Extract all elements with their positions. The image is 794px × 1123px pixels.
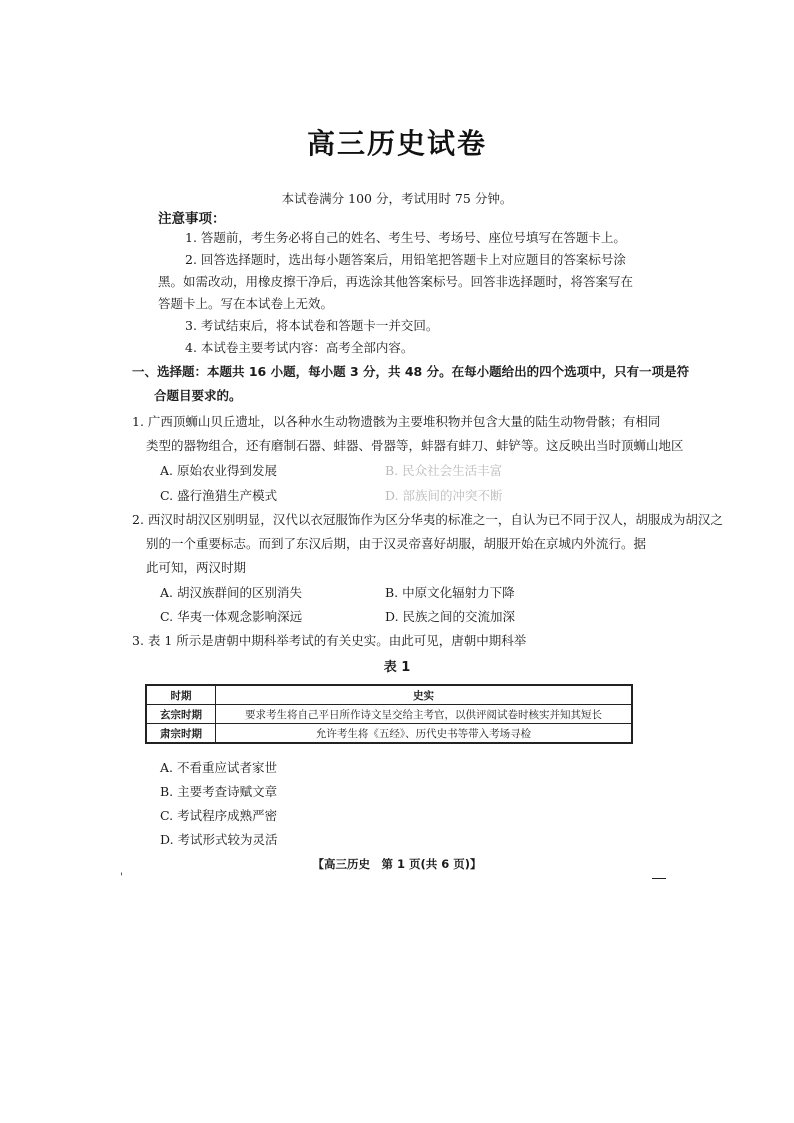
table-cell-period: 肃宗时期 bbox=[146, 724, 216, 744]
table-row bbox=[146, 724, 632, 744]
table-row bbox=[146, 705, 632, 724]
section-heading-cont: 合题目要求的。 bbox=[154, 388, 242, 403]
notice-heading: 注意事项： bbox=[158, 211, 226, 227]
q2-stem-line2: 别的一个重要标志。而到了东汉后期，由于汉灵帝喜好胡服，胡服开始在京城内外流行。据 bbox=[146, 536, 647, 551]
q2-option-b: B. 中原文化辐射力下降 bbox=[385, 585, 515, 600]
q1-stem-line1: 1. 广西顶蛳山贝丘遗址，以各种水生动物遗骸为主要堆积物并包含大量的陆生动物骨骸；有相同 bbox=[132, 414, 661, 429]
table-header-fact: 史实 bbox=[216, 685, 633, 705]
table-caption: 表 1 bbox=[383, 660, 411, 675]
table-header-row bbox=[146, 685, 632, 705]
notice-item-2: 2. 回答选择题时，选出每小题答案后，用铅笔把答题卡上对应题目的答案标号涂 bbox=[185, 252, 626, 267]
section-heading: 一、选择题：本题共 16 小题，每小题 3 分，共 48 分。在每小题给出的四个选项中，只有一项是符 bbox=[132, 364, 690, 379]
notice-item-2-cont2: 答题卡上。写在本试卷上无效。 bbox=[158, 296, 334, 311]
notice-item-2-cont: 黑。如需改动，用橡皮擦干净后，再选涂其他答案标号。回答非选择题时，将答案写在 bbox=[158, 274, 634, 289]
notice-item-3: 3. 考试结束后，将本试卷和答题卡一并交回。 bbox=[185, 318, 439, 333]
q3-option-c: C. 考试程序成熟严密 bbox=[160, 808, 278, 823]
margin-dash bbox=[652, 878, 666, 879]
table-cell-fact: 要求考生将自己平日所作诗文呈交给主考官，以供评阅试卷时核实并知其短长 bbox=[216, 705, 633, 724]
scan-mark: ' bbox=[120, 872, 123, 883]
table-cell-period: 玄宗时期 bbox=[146, 705, 216, 724]
q1-stem-line2: 类型的器物组合，还有磨制石器、蚌器、骨器等，蚌器有蚌刀、蚌铲等。这反映出当时顶蛳山地区 bbox=[146, 438, 684, 453]
q1-option-a: A. 原始农业得到发展 bbox=[160, 463, 277, 478]
history-table bbox=[145, 684, 633, 744]
table-cell-fact: 允许考生将《五经》、历代史书等带入考场寻检 bbox=[216, 724, 633, 744]
notice-item-1: 1. 答题前，考生务必将自己的姓名、考生号、考场号、座位号填写在答题卡上。 bbox=[185, 230, 626, 245]
q2-option-d: D. 民族之间的交流加深 bbox=[385, 609, 516, 624]
q2-stem-line1: 2. 西汉时胡汉区别明显，汉代以衣冠服饰作为区分华夷的标准之一，自认为已不同于汉人，胡服成为胡汉之 bbox=[132, 512, 723, 527]
q3-option-d: D. 考试形式较为灵活 bbox=[160, 832, 278, 847]
table-header-period: 时期 bbox=[146, 685, 216, 705]
score-time-note: 本试卷满分 100 分，考试用时 75 分钟。 bbox=[281, 191, 513, 206]
q2-stem-line3: 此可知，两汉时期 bbox=[146, 560, 247, 575]
q1-option-b: B. 民众社会生活丰富 bbox=[385, 463, 503, 478]
notice-item-4: 4. 本试卷主要考试内容：高考全部内容。 bbox=[185, 340, 414, 355]
q2-option-c: C. 华夷一体观念影响深远 bbox=[160, 609, 303, 624]
q1-option-c: C. 盛行渔猎生产模式 bbox=[160, 488, 278, 503]
q3-option-b: B. 主要考查诗赋文章 bbox=[160, 784, 278, 799]
q3-option-a: A. 不看重应试者家世 bbox=[160, 760, 277, 775]
exam-title: 高三历史试卷 bbox=[306, 127, 487, 160]
q2-option-a: A. 胡汉族群间的区别消失 bbox=[160, 585, 302, 600]
q1-option-d: D. 部族间的冲突不断 bbox=[385, 488, 503, 503]
page-footer: 【高三历史 第 1 页(共 6 页)】 bbox=[312, 857, 482, 871]
q3-stem-line1: 3. 表 1 所示是唐朝中期科举考试的有关史实。由此可见，唐朝中期科举 bbox=[132, 633, 527, 648]
